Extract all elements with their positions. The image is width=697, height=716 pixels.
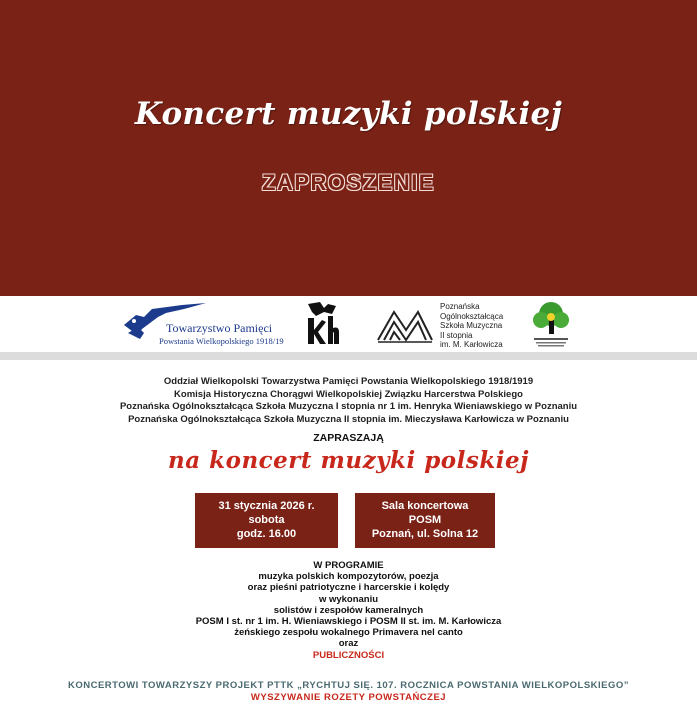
kh-logo-icon <box>302 300 344 348</box>
posm-logo-text <box>440 302 503 350</box>
program-line: oraz pieśni patriotyczne i harcerskie i kolędy <box>247 582 450 594</box>
program-section <box>0 560 697 661</box>
organizer-line: Oddział Wielkopolski Towarzystwa Pamięci Powstania Wielkopolskiego 1918/1919 <box>163 376 534 387</box>
tp-logo-line1: Towarzystwo Pamięci <box>166 321 273 335</box>
tree-logo-icon <box>530 300 572 348</box>
footer-activity: WYSZYWANIE ROZETY POWSTAŃCZEJ <box>250 692 447 703</box>
event-address: Poznań, ul. Solna 12 <box>371 528 479 540</box>
program-line: żeńskiego zespołu wokalnego Primavera nel canto <box>234 627 463 639</box>
logo-towarzystwo-pamieci <box>122 303 292 347</box>
program-line: POSM I st. nr 1 im. H. Wieniawskiego i POSM II st. im. M. Karłowicza <box>195 616 502 628</box>
logo-kh <box>302 300 344 348</box>
event-time: godz. 16.00 <box>236 528 297 540</box>
posm-line: im. M. Karłowicza <box>440 340 503 349</box>
posm-line: Szkoła Muzyczna <box>440 321 503 330</box>
organizer-line: Komisja Historyczna Chorągwi Wielkopolskiej Związku Harcerstwa Polskiego <box>174 388 523 400</box>
program-line: solistów i zespołów kameralnych <box>273 604 424 616</box>
program-heading: W PROGRAMIE <box>313 560 384 571</box>
invite-headline: na koncert muzyki polskiej <box>168 447 529 474</box>
program-line: w wykonaniu <box>318 593 379 605</box>
event-day: sobota <box>248 514 285 526</box>
tp-logo-line2: Powstania Wielkopolskiego 1918/19 <box>159 336 284 346</box>
posm-logo-icon <box>376 306 434 344</box>
program-audience: PUBLICZNOŚCI <box>312 649 385 661</box>
event-venue-box <box>355 493 495 548</box>
banner-title: Koncert muzyki polskiej <box>134 96 563 132</box>
event-date: 31 stycznia 2026 r. <box>218 500 315 512</box>
divider-stripe <box>0 352 697 360</box>
invite-label: ZAPRASZAJĄ <box>313 432 384 444</box>
event-date-box <box>195 493 338 548</box>
posm-line: Ogólnokształcąca <box>440 311 504 321</box>
event-venue-short: POSM <box>408 514 442 526</box>
organizers-list <box>0 376 697 426</box>
program-line: muzyka polskich kompozytorów, poezja <box>258 571 439 583</box>
banner-subtitle: ZAPROSZENIE <box>262 170 435 195</box>
footer-project: KONCERTOWI TOWARZYSZY PROJEKT PTTK „RYCHTUJ SIĘ. 107. ROCZNICA POWSTANIA WIELKOPOLSKIEGO” <box>67 680 630 691</box>
program-line: oraz <box>338 638 359 650</box>
logo-tree <box>530 300 572 348</box>
logo-strip <box>0 296 697 352</box>
logo-posm <box>376 302 516 348</box>
posm-line: Poznańska <box>440 302 480 311</box>
event-venue: Sala koncertowa <box>381 500 469 512</box>
header-banner <box>0 0 697 296</box>
organizer-line: Poznańska Ogólnokształcąca Szkoła Muzyczna II stopnia im. Mieczysława Karłowicza w Poznaniu <box>128 413 569 425</box>
posm-line: II stopnia <box>440 330 473 340</box>
organizer-line: Poznańska Ogólnokształcąca Szkoła Muzyczna I stopnia nr 1 im. Henryka Wieniawskiego w Poznaniu <box>119 401 578 412</box>
